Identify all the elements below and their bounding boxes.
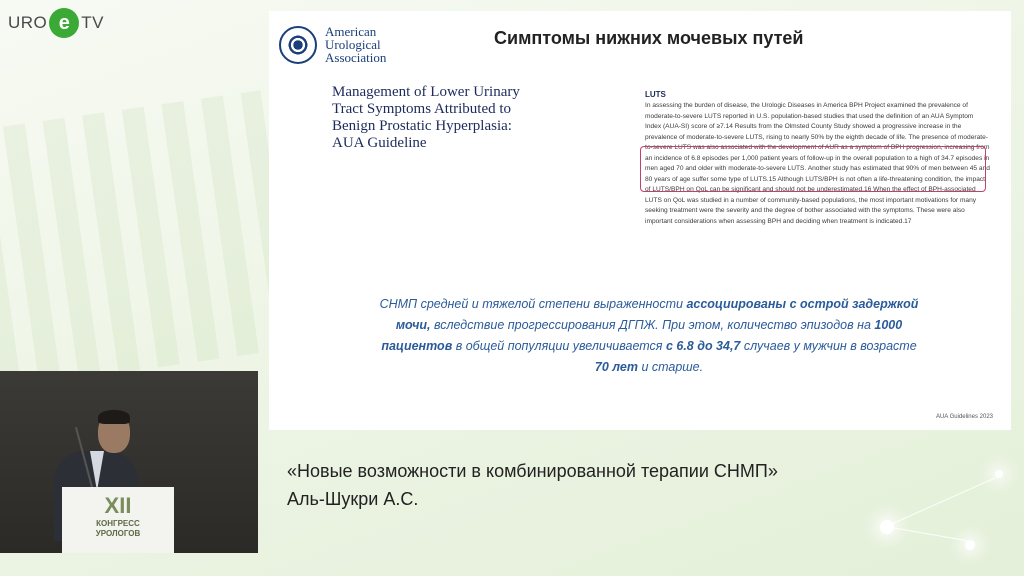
- congress-number: XII: [104, 493, 132, 518]
- podium-line: УРОЛОГОВ: [95, 529, 141, 538]
- speaker-video: [0, 371, 258, 553]
- section-heading: LUTS: [645, 90, 666, 99]
- summary-text: и старше.: [637, 360, 704, 374]
- summary-text: случаев у мужчин в возрасте: [740, 339, 917, 353]
- aua-name-line: American: [325, 24, 377, 39]
- summary-bold: 1000 пациентов: [381, 318, 903, 353]
- slide-title: Симптомы нижних мочевых путей: [494, 28, 804, 48]
- summary-bold: ассоциированы с острой задержкой мочи,: [395, 297, 919, 332]
- highlight-box: [640, 146, 986, 192]
- film-strip-decoration: [0, 90, 297, 389]
- presentation-slide: [269, 11, 1011, 430]
- aua-name-line: Association: [325, 50, 387, 65]
- summary-text: вследствие прогрессирования ДГПЖ. При этом, количество эпизодов на: [430, 318, 875, 332]
- caption: [287, 457, 778, 513]
- glow-dot: [995, 470, 1003, 478]
- logo-right-text: TV: [81, 13, 105, 32]
- aua-logo: [279, 25, 386, 64]
- summary-text: в общей популяции увеличивается: [452, 339, 666, 353]
- source-note: AUA Guidelines 2023: [935, 414, 993, 420]
- aua-name: [325, 25, 386, 64]
- glow-line: [886, 477, 996, 527]
- summary-bold: 70 лет: [594, 360, 638, 374]
- speaker-name: Аль-Шукри А.С.: [287, 489, 419, 509]
- podium-line: КОНГРЕСС: [96, 519, 140, 528]
- glow-line: [886, 526, 975, 543]
- guideline-title: Management of Lower Urinary Tract Symptoms Attributed to Benign Prostatic Hyperplasia: AUA Guideline: [332, 84, 520, 151]
- talk-title: «Новые возможности в комбинированной терапии СНМП»: [287, 461, 778, 481]
- summary-text: СНМП средней и тяжелой степени выраженности: [379, 297, 687, 311]
- aua-name-line: Urological: [325, 37, 381, 52]
- aua-seal-icon: [279, 26, 317, 64]
- russian-summary: [379, 294, 919, 378]
- summary-bold: с 6.8 до 34,7: [665, 339, 741, 353]
- logo-left-text: URO: [8, 13, 48, 32]
- logo-e-icon: e: [49, 8, 79, 38]
- podium: [62, 487, 174, 553]
- channel-logo: [8, 8, 104, 38]
- section-body: In assessing the burden of disease, the Urologic Diseases in America BPH Project examined the prevalence of moderate-to-severe LUTS reported in U.S. population-based studies that used the definition of an AUA Symptom Index (AUA-SI) score of ≥7.14 Results from the Olmsted County Study showed a progressive increase in the prevalence of moderate-to-severe LUTS, rising to nearly 50% by the eighth decade of life. The presence of moderate-to-severe LUTS was also associated with the development of AUR as a symptom of BPH progression, increasing from an incidence of 6.8 episodes per 1,000 patient years of follow-up in the overall population to a high of 34.7 episodes in men aged 70 and older with moderate-to-severe LUTS. Another study has estimated that 90% of men between 45 and 80 years of age suffer some type of LUTS.15 Although LUTS/BPH is not often a life-threatening condition, the impact of LUTS/BPH on QoL can be significant and should not be underestimated.16 When the effect of BPH-associated LUTS on QoL was studied in a number of community-based populations, the most important motivations for many seeking treatment were the severity and the degree of bother associated with the symptoms. These were also important considerations when assessing BPH and deciding when treatment is indicated.17: [645, 102, 990, 225]
